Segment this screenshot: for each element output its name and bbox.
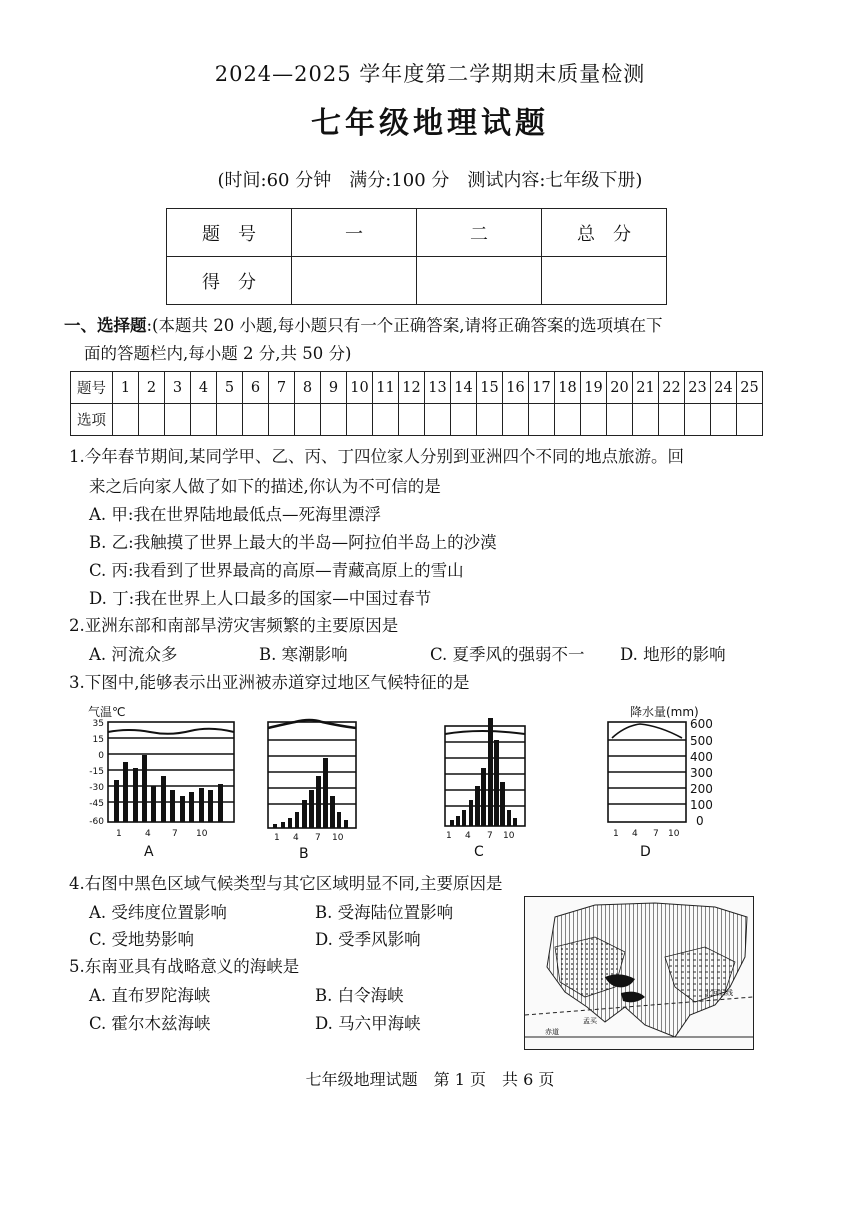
climate-chart-a	[88, 704, 234, 860]
answer-row-label: 选项	[71, 404, 113, 436]
month-tick: 4	[632, 829, 638, 839]
temp-tick: -45	[89, 799, 104, 809]
answer-number-cell: 7	[269, 372, 295, 404]
answer-number-cell: 14	[451, 372, 477, 404]
score-table	[166, 208, 667, 305]
answer-number-cell: 1	[113, 372, 139, 404]
q2-option-b: B. 寒潮影响	[259, 645, 348, 664]
month-tick: 1	[446, 831, 452, 841]
month-tick: 1	[613, 829, 619, 839]
answer-input-cell[interactable]	[295, 404, 321, 436]
q4-option-d: D. 受季风影响	[315, 930, 421, 949]
month-tick: 4	[293, 833, 299, 843]
answer-input-cell[interactable]	[399, 404, 425, 436]
section-title: 一、选择题	[64, 316, 147, 335]
section-heading	[64, 312, 764, 368]
q2-option-c: C. 夏季风的强弱不一	[430, 645, 585, 664]
answer-input-cell[interactable]	[581, 404, 607, 436]
answer-input-cell[interactable]	[659, 404, 685, 436]
answer-number-cell: 5	[217, 372, 243, 404]
chart-label-d: D	[640, 844, 651, 860]
answer-input-cell[interactable]	[711, 404, 737, 436]
month-tick: 10	[503, 831, 515, 841]
answer-number-cell: 19	[581, 372, 607, 404]
section-desc-2: 面的答题栏内,每小题 2 分,共 50 分)	[84, 344, 352, 363]
answer-input-cell[interactable]	[555, 404, 581, 436]
answer-input-cell[interactable]	[607, 404, 633, 436]
answer-input-cell[interactable]	[113, 404, 139, 436]
precip-tick: 300	[690, 766, 713, 780]
map-label-city: 孟买	[583, 1017, 597, 1025]
chart-label-b: B	[299, 846, 309, 862]
answer-number-cell: 18	[555, 372, 581, 404]
answer-number-cell: 10	[347, 372, 373, 404]
score-input-cell[interactable]	[417, 257, 542, 305]
answer-input-cell[interactable]	[321, 404, 347, 436]
temp-tick: -15	[89, 767, 104, 777]
answer-input-cell[interactable]	[737, 404, 763, 436]
score-header-cell: 总 分	[542, 209, 667, 257]
q2-option-a: A. 河流众多	[89, 645, 178, 664]
answer-input-cell[interactable]	[685, 404, 711, 436]
precip-tick: 100	[690, 798, 713, 812]
answer-number-cell: 8	[295, 372, 321, 404]
q5-option-c: C. 霍尔木兹海峡	[89, 1014, 211, 1033]
answer-number-cell: 6	[243, 372, 269, 404]
map-label-equator: 赤道	[545, 1028, 559, 1036]
q4-option-b: B. 受海陆位置影响	[315, 903, 454, 922]
precip-tick: 200	[690, 782, 713, 796]
q1-option-b: B. 乙:我触摸了世界上最大的半岛—阿拉伯半岛上的沙漠	[89, 533, 497, 552]
q4-option-a: A. 受纬度位置影响	[89, 903, 227, 922]
asia-climate-map	[524, 896, 754, 1050]
answer-number-cell: 16	[503, 372, 529, 404]
answer-number-cell: 2	[139, 372, 165, 404]
exam-info: (时间:60 分钟 满分:100 分 测试内容:七年级下册)	[217, 170, 643, 191]
answer-input-cell[interactable]	[347, 404, 373, 436]
q5-stem: 5.东南亚具有战略意义的海峡是	[69, 957, 300, 976]
chart-label-c: C	[474, 844, 484, 860]
score-header-cell: 二	[417, 209, 542, 257]
q4-option-c: C. 受地势影响	[89, 930, 195, 949]
month-tick: 7	[172, 829, 178, 839]
answer-number-cell: 15	[477, 372, 503, 404]
map-label-tropic: 北回归线	[705, 989, 733, 997]
section-desc: :(本题共 20 小题,每小题只有一个正确答案,请将正确答案的选项填在下	[146, 316, 663, 335]
answer-number-cell: 17	[529, 372, 555, 404]
answer-number-cell: 20	[607, 372, 633, 404]
answer-input-cell[interactable]	[529, 404, 555, 436]
q2-option-d: D. 地形的影响	[620, 645, 726, 664]
answer-number-cell: 24	[711, 372, 737, 404]
answer-number-cell: 25	[737, 372, 763, 404]
month-tick: 1	[274, 833, 280, 843]
temp-tick: 15	[92, 735, 104, 745]
month-tick: 7	[487, 831, 493, 841]
answer-input-cell[interactable]	[503, 404, 529, 436]
answer-number-cell: 3	[165, 372, 191, 404]
q3-stem: 3.下图中,能够表示出亚洲被赤道穿过地区气候特征的是	[69, 673, 470, 692]
month-tick: 1	[116, 829, 122, 839]
score-input-cell[interactable]	[542, 257, 667, 305]
month-tick: 10	[332, 833, 344, 843]
q5-option-b: B. 白令海峡	[315, 986, 404, 1005]
score-header-cell: 题 号	[167, 209, 292, 257]
answer-number-cell: 9	[321, 372, 347, 404]
answer-input-cell[interactable]	[451, 404, 477, 436]
q2-stem: 2.亚洲东部和南部旱涝灾害频繁的主要原因是	[69, 616, 399, 635]
answer-row-label: 题号	[71, 372, 113, 404]
temp-tick: -60	[89, 817, 104, 827]
answer-input-cell[interactable]	[425, 404, 451, 436]
precip-tick: 0	[696, 814, 704, 828]
answer-table	[70, 371, 763, 436]
climate-chart-c	[445, 718, 525, 860]
month-tick: 10	[196, 829, 208, 839]
precip-axis-title: 降水量(mm)	[630, 705, 699, 719]
answer-number-cell: 11	[373, 372, 399, 404]
answer-number-cell: 4	[191, 372, 217, 404]
answer-input-cell[interactable]	[217, 404, 243, 436]
temp-tick: 35	[92, 719, 104, 729]
answer-input-cell[interactable]	[373, 404, 399, 436]
temp-tick: -30	[89, 783, 104, 793]
answer-input-cell[interactable]	[269, 404, 295, 436]
answer-input-cell[interactable]	[165, 404, 191, 436]
exam-title: 2024—2025 学年度第二学期期末质量检测	[214, 62, 646, 86]
chart-label-a: A	[144, 844, 154, 860]
month-tick: 4	[145, 829, 151, 839]
precip-tick: 500	[690, 734, 713, 748]
q5-option-d: D. 马六甲海峡	[315, 1014, 421, 1033]
answer-input-cell[interactable]	[633, 404, 659, 436]
answer-input-cell[interactable]	[477, 404, 503, 436]
q5-option-a: A. 直布罗陀海峡	[89, 986, 211, 1005]
temp-axis-title: 气温℃	[88, 705, 126, 719]
month-tick: 7	[315, 833, 321, 843]
climate-chart-d	[608, 704, 713, 860]
q1-stem-line2: 来之后向家人做了如下的描述,你认为不可信的是	[89, 477, 441, 496]
answer-input-cell[interactable]	[243, 404, 269, 436]
page-footer: 七年级地理试题 第 1 页 共 6 页	[305, 1070, 555, 1089]
q1-option-d: D. 丁:我在世界上人口最多的国家—中国过春节	[89, 589, 432, 608]
month-tick: 4	[465, 831, 471, 841]
answer-number-cell: 22	[659, 372, 685, 404]
q1-stem-line1: 1.今年春节期间,某同学甲、乙、丙、丁四位家人分别到亚洲四个不同的地点旅游。回	[69, 447, 684, 466]
answer-number-cell: 13	[425, 372, 451, 404]
q4-stem: 4.右图中黑色区域气候类型与其它区域明显不同,主要原因是	[69, 874, 503, 893]
climate-chart-b	[268, 720, 356, 862]
q1-option-c: C. 丙:我看到了世界最高的高原—青藏高原上的雪山	[89, 561, 464, 580]
subject-title: 七年级地理试题	[311, 106, 549, 141]
precip-tick: 600	[690, 717, 713, 731]
climate-charts	[60, 700, 740, 865]
score-header-cell: 一	[292, 209, 417, 257]
answer-number-cell: 23	[685, 372, 711, 404]
answer-input-cell[interactable]	[191, 404, 217, 436]
temp-tick: 0	[98, 751, 104, 761]
score-row-label: 得 分	[167, 257, 292, 305]
answer-input-cell[interactable]	[139, 404, 165, 436]
score-input-cell[interactable]	[292, 257, 417, 305]
precip-tick: 400	[690, 750, 713, 764]
answer-number-cell: 21	[633, 372, 659, 404]
q1-option-a: A. 甲:我在世界陆地最低点—死海里漂浮	[89, 505, 381, 524]
month-tick: 10	[668, 829, 680, 839]
month-tick: 7	[653, 829, 659, 839]
answer-number-cell: 12	[399, 372, 425, 404]
